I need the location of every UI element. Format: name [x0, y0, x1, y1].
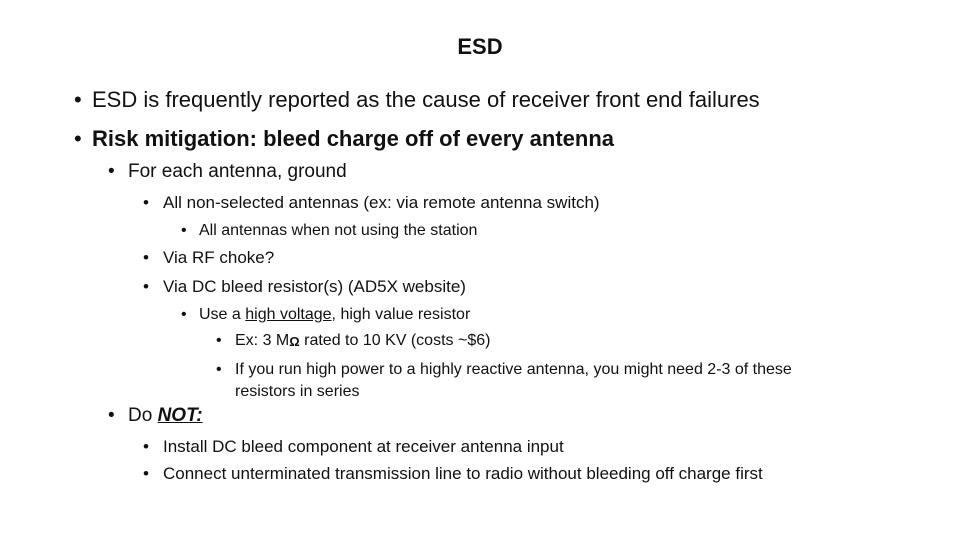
- bullet-rf-choke: [143, 249, 274, 268]
- bullet-install-dc-bleed: [143, 438, 564, 457]
- bullet-glyph: •: [143, 193, 149, 212]
- bullet-glyph: •: [108, 161, 115, 182]
- bullet-text: All non-selected antennas (ex: via remote antenna switch): [163, 193, 600, 212]
- bullet-text: Via DC bleed resistor(s) (AD5X website): [163, 277, 466, 296]
- bullet-text: All antennas when not using the station: [199, 222, 478, 239]
- bullet-non-selected-antennas: [143, 194, 600, 213]
- bullet-suffix: , high value resistor: [331, 306, 471, 323]
- bullet-glyph: •: [74, 87, 82, 112]
- bullet-text: Via RF choke?: [163, 248, 275, 267]
- ohm-symbol: Ω: [289, 334, 300, 349]
- bullet-connect-unterminated: [143, 465, 763, 484]
- bullet-text: ESD is frequently reported as the cause of receiver front end failures: [92, 87, 760, 112]
- bullet-glyph: •: [143, 464, 149, 483]
- bullet-glyph: •: [216, 332, 222, 349]
- bullet-text: Install DC bleed component at receiver antenna input: [163, 437, 564, 456]
- bullet-esd-failures: [74, 88, 760, 112]
- bullet-glyph: •: [143, 248, 149, 267]
- bullet-prefix: Do: [128, 405, 158, 426]
- bullet-line-2: resistors in series: [235, 383, 360, 400]
- bullet-line-1: If you run high power to a highly reactive antenna, you might need 2-3 of these: [235, 361, 792, 378]
- not-emphasis: NOT:: [157, 405, 203, 426]
- bullet-example-resistor: [216, 332, 490, 350]
- bullet-all-antennas-not-using: [181, 222, 477, 240]
- high-voltage-underlined: high voltage: [245, 306, 332, 323]
- slide-title: ESD: [457, 34, 503, 59]
- bullet-glyph: •: [181, 306, 187, 323]
- bullet-dc-bleed-resistor: [143, 278, 466, 297]
- bullet-glyph: •: [181, 222, 187, 239]
- bullet-glyph: •: [74, 126, 82, 151]
- bullet-risk-mitigation: [74, 127, 614, 151]
- bullet-high-power-reactive: [216, 359, 792, 403]
- bullet-glyph: •: [143, 277, 149, 296]
- bullet-prefix: Ex: 3 M: [235, 332, 290, 349]
- bullet-text: Connect unterminated transmission line to radio without bleeding off charge first: [163, 464, 763, 483]
- bullet-prefix: Use a: [199, 306, 246, 323]
- bullet-for-each-antenna: [108, 162, 347, 183]
- bullet-text: Risk mitigation: bleed charge off of every antenna: [92, 126, 614, 151]
- bullet-glyph: •: [216, 361, 222, 378]
- bullet-do-not: [108, 406, 203, 427]
- bullet-glyph: •: [143, 437, 149, 456]
- bullet-suffix: rated to 10 KV (costs ~$6): [299, 332, 491, 349]
- bullet-glyph: •: [108, 405, 115, 426]
- bullet-text: For each antenna, ground: [128, 161, 347, 182]
- bullet-high-voltage-resistor: [181, 306, 470, 324]
